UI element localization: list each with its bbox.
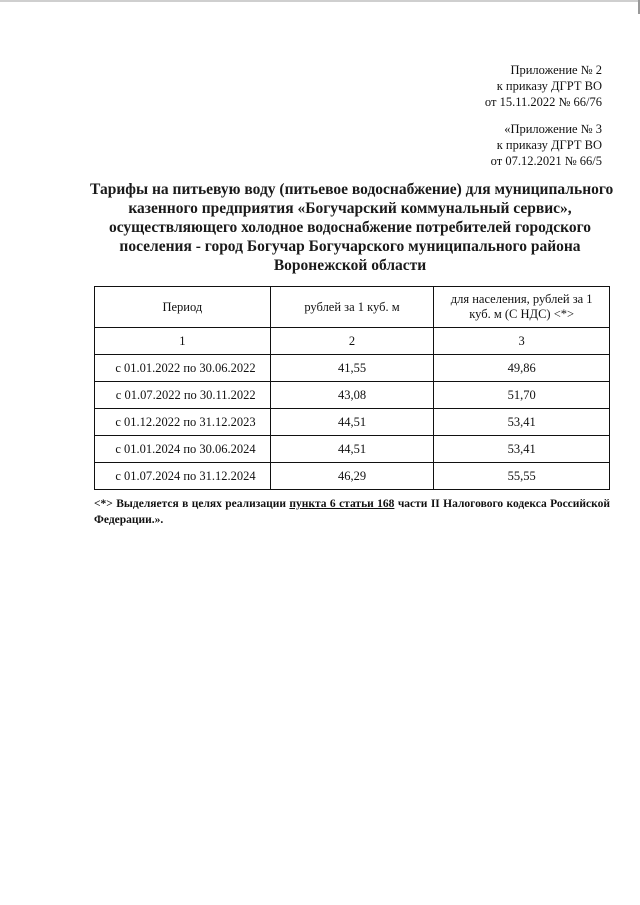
period-cell: с 01.12.2022 по 31.12.2023 bbox=[95, 409, 271, 436]
document-title bbox=[90, 180, 614, 275]
rate-cell: 43,08 bbox=[270, 382, 434, 409]
appendix-line: к приказу ДГРТ ВО bbox=[496, 138, 602, 152]
rate-cell: 41,55 bbox=[270, 355, 434, 382]
footnote bbox=[94, 496, 610, 528]
scan-edge bbox=[0, 0, 640, 2]
rate-cell: 46,29 bbox=[270, 463, 434, 490]
appendix-line: от 07.12.2021 № 66/5 bbox=[490, 154, 602, 168]
rate-population-cell: 53,41 bbox=[434, 409, 610, 436]
footnote-text: <*> Выделяется в целях реализации bbox=[94, 498, 290, 510]
title-line: осуществляющего холодное водоснабжение потребителей городского bbox=[108, 219, 591, 236]
footnote-text: части II Налогового кодекса Российской Федерации.». bbox=[94, 498, 610, 526]
appendix-line: к приказу ДГРТ ВО bbox=[496, 79, 602, 93]
legal-reference-link[interactable]: пункта 6 статьи 168 bbox=[289, 498, 395, 510]
table-row bbox=[95, 409, 610, 436]
table-row bbox=[95, 355, 610, 382]
rate-population-cell: 55,55 bbox=[434, 463, 610, 490]
table-header-row bbox=[95, 287, 610, 328]
table-row bbox=[95, 436, 610, 463]
appendix-reference-original bbox=[491, 121, 602, 169]
period-cell: с 01.01.2022 по 30.06.2022 bbox=[95, 355, 271, 382]
header-period: Период bbox=[95, 287, 271, 328]
header-rate-population: для населения, рублей за 1 куб. м (С НДС) <*> bbox=[434, 287, 610, 328]
table-row bbox=[95, 463, 610, 490]
table-row bbox=[95, 382, 610, 409]
period-cell: с 01.01.2024 по 30.06.2024 bbox=[95, 436, 271, 463]
appendix-line: Приложение № 2 bbox=[510, 63, 602, 77]
rate-population-cell: 53,41 bbox=[434, 436, 610, 463]
title-line: поселения - город Богучар Богучарского муниципального района bbox=[119, 238, 581, 255]
title-line: Воронежской области bbox=[273, 257, 427, 274]
appendix-reference-current bbox=[485, 62, 602, 110]
rate-cell: 44,51 bbox=[270, 436, 434, 463]
column-number: 3 bbox=[434, 328, 610, 355]
period-cell: с 01.07.2024 по 31.12.2024 bbox=[95, 463, 271, 490]
column-number: 2 bbox=[270, 328, 434, 355]
appendix-line: от 15.11.2022 № 66/76 bbox=[484, 95, 602, 109]
tariff-table bbox=[94, 286, 610, 490]
column-number-row bbox=[95, 328, 610, 355]
column-number: 1 bbox=[95, 328, 271, 355]
title-line: казенного предприятия «Богучарский коммунальный сервис», bbox=[128, 200, 572, 217]
period-cell: с 01.07.2022 по 30.11.2022 bbox=[95, 382, 271, 409]
rate-cell: 44,51 bbox=[270, 409, 434, 436]
rate-population-cell: 49,86 bbox=[434, 355, 610, 382]
title-line: Тарифы на питьевую воду (питьевое водоснабжение) для муниципального bbox=[90, 181, 614, 198]
appendix-line: «Приложение № 3 bbox=[504, 122, 602, 136]
rate-population-cell: 51,70 bbox=[434, 382, 610, 409]
header-rate: рублей за 1 куб. м bbox=[270, 287, 434, 328]
